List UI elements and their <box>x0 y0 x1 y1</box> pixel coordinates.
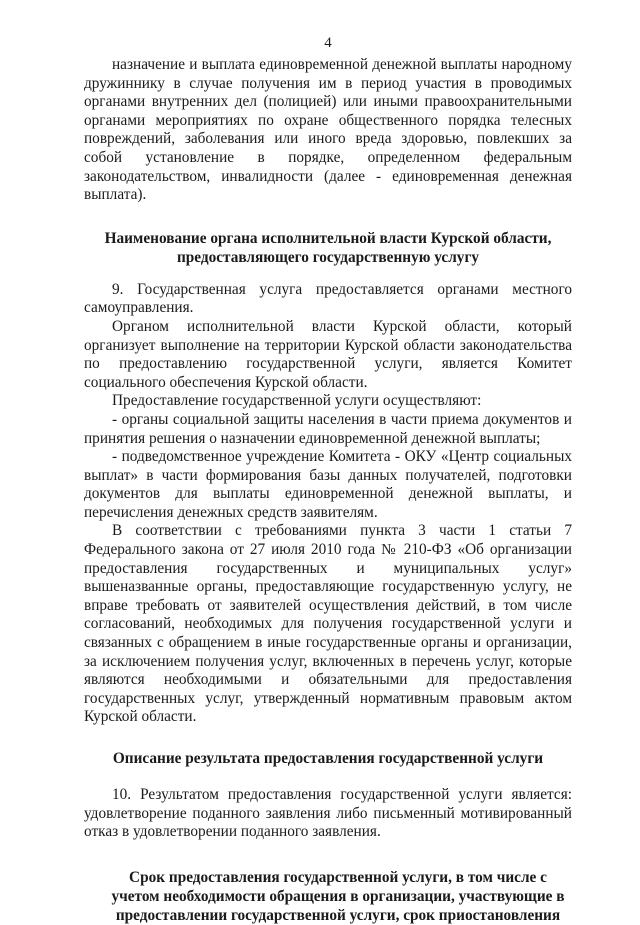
section-heading-term <box>84 868 572 925</box>
section-heading-result: Описание результата предоставления государственной услуги <box>112 750 544 767</box>
list-item-payment-center: - подведомственное учреждение Комитета - ОКУ «Центр социальных выплат» в части формирования базы данных получателей, подготовки документов для выплаты единовременной денежной выплаты, и перечисления денежных средств заявителям. <box>84 448 572 521</box>
heading-line: Наименование органа исполнительной власти Курской области, <box>104 229 552 247</box>
list-item-social-protection: - органы социальной защиты населения в части приема документов и принятия решения о назначении единовременной денежной выплаты; <box>84 410 572 447</box>
paragraph-providers-intro: Предоставление государственной услуги осуществляют: <box>112 392 482 410</box>
paragraph-payment-definition: назначение и выплата единовременной денежной выплаты народному дружиннику в случае получения им в период участия в проводимых органами внутренних дел (полицией) или иными правоохранительными органами мероприятиях по охране общественного порядка телесных повреждений, заболевания или иного вреда здоровью, повлекших за собой установление в порядке, определенном федеральным законодательством, инвалидности (далее - единовременная денежная выплата). <box>84 56 572 204</box>
heading-line: Срок предоставления государственной услуги, в том числе с <box>129 868 547 886</box>
heading-line: предоставляющего государственную услугу <box>176 248 480 266</box>
paragraph-10: 10. Результатом предоставления государственной услуги является: удовлетворение поданного заявления либо письменный мотивированный отказ в удовлетворении поданного заявления. <box>84 786 572 841</box>
paragraph-committee: Органом исполнительной власти Курской области, который организует выполнение на территории Курской области законодательства по предоставлению государственной услуги, является Комитет социального обеспечения Курской области. <box>84 317 572 391</box>
page-number: 4 <box>324 35 332 51</box>
section-heading-authority <box>84 229 572 267</box>
heading-line: предоставлении государственной услуги, срок приостановления <box>115 906 561 924</box>
paragraph-federal-law: В соответствии с требованиями пункта 3 части 1 статьи 7 Федерального закона от 27 июля 2010 года № 210-ФЗ «Об организации предоставления государственных и муниципальных услуг» вышеназванные органы, предоставляющие государственную услугу, не вправе требовать от заявителей осуществления действий, в том числе согласований, необходимых для получения государственной услуги и связанных с обращением в иные государственные органы и организации, за исключением получения услуг, включенных в перечень услуг, которые являются необходимыми и обязательными для предоставления государственных услуг, утвержденный нормативным правовым актом Курской области. <box>84 522 572 726</box>
heading-line: учетом необходимости обращения в организации, участвующие в <box>111 887 565 905</box>
paragraph-9: 9. Государственная услуга предоставляется органами местного самоуправления. <box>84 280 572 317</box>
